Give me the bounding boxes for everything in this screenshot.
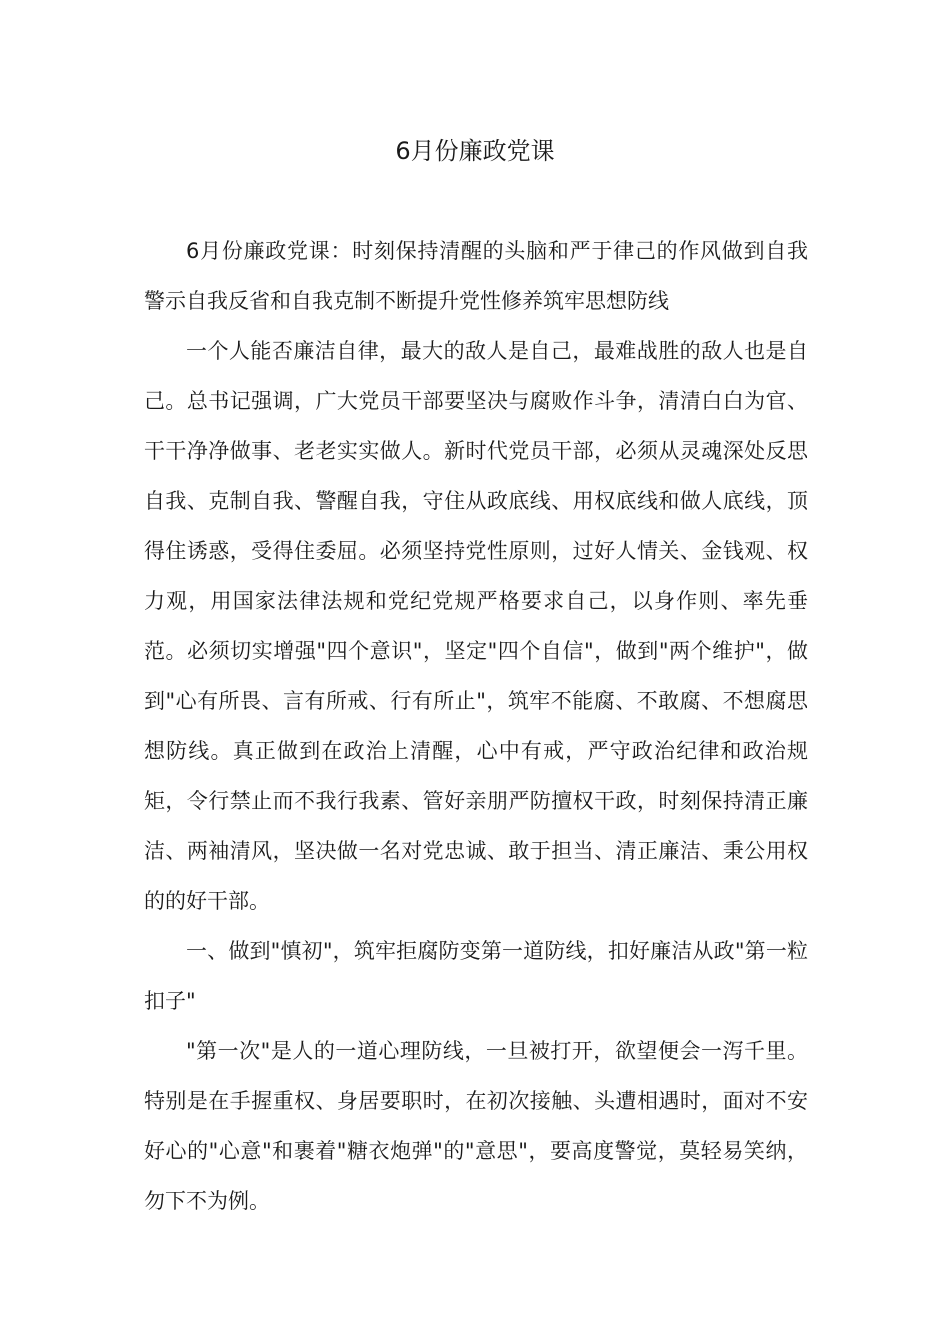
document-title: 6月份廉政党课 — [395, 137, 555, 165]
paragraph-intro: 一个人能否廉洁自律，最大的敌人是自己，最难战胜的敌人也是自己。总书记强调，广大党员干部要坚决与腐败作斗争，清清白白为官、干干净净做事、老老实实做人。新时代党员干部，必须从灵魂深处反思自我、克制自我、警醒自我，守住从政底线、用权底线和做人底线，顶得住诱惑，受得住委屈。必须坚持党性原则，过好人情关、金钱观、权力观，用国家法律法规和党纪党规严格要求自己，以身作则、率先垂范。必须切实增强"四个意识"，坚定"四个自信"，做到"两个维护"，做到"心有所畏、言有所戒、行有所止"，筑牢不能腐、不敢腐、不想腐思想防线。真正做到在政治上清醒，心中有戒，严守政治纪律和政治规矩，令行禁止而不我行我素、管好亲朋严防擅权干政，时刻保持清正廉洁、两袖清风，坚决做一名对党忠诚、敢于担当、清正廉洁、秉公用权的的好干部。 — [144, 339, 808, 913]
paragraph-subtitle: 6月份廉政党课：时刻保持清醒的头脑和严于律己的作风做到自我警示自我反省和自我克制不断提升党性修养筑牢思想防线 — [144, 239, 808, 313]
document-body — [144, 226, 808, 1226]
paragraph-section-1: "第一次"是人的一道心理防线，一旦被打开，欲望便会一泻千里。特别是在手握重权、身居要职时，在初次接触、头遭相遇时，面对不安好心的"心意"和裹着"糖衣炮弹"的"意思"，要高度警觉，莫轻易笑纳，勿下不为例。 — [144, 1039, 808, 1213]
section-heading-1: 一、做到"慎初"，筑牢拒腐防变第一道防线，扣好廉洁从政"第一粒扣子" — [144, 939, 808, 1013]
